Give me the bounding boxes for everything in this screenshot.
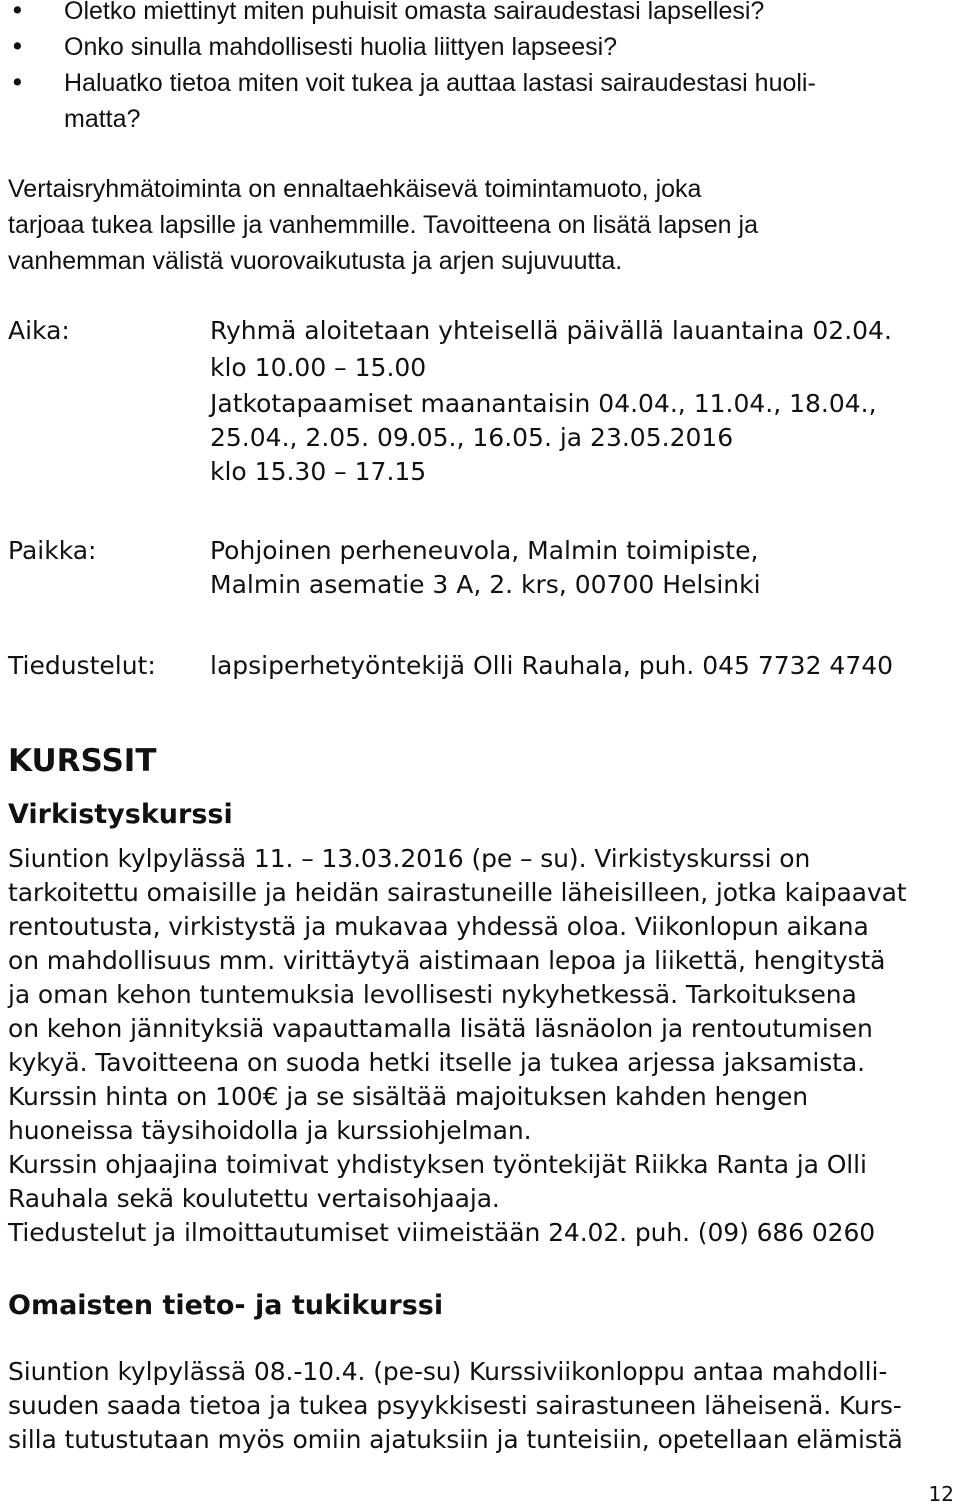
virkistys-line: Siuntion kylpylässä 11. – 13.03.2016 (pe – su). Virkistyskurssi on: [8, 844, 811, 873]
virkistys-line: Tiedustelut ja ilmoittautumiset viimeistään 24.02. puh. (09) 686 0260: [8, 1218, 876, 1247]
aika-line: 25.04., 2.05. 09.05., 16.05. ja 23.05.2016: [210, 423, 734, 452]
tiedustelut-value: lapsiperhetyöntekijä Olli Rauhala, puh. 045 7732 4740: [210, 651, 894, 680]
omaisten-line: suuden saada tietoa ja tukea psyykkisesti sairastuneen läheisenä. Kurs-: [8, 1391, 902, 1420]
bullet-icon: •: [10, 68, 25, 97]
virkistys-line: Kurssin hinta on 100€ ja se sisältää majoituksen kahden hengen: [8, 1082, 809, 1111]
intro-bullet: Oletko miettinyt miten puhuisit omasta sairaudestasi lapsellesi?: [64, 0, 765, 25]
paikka-line: Pohjoinen perheneuvola, Malmin toimipiste,: [210, 536, 759, 565]
bullet-icon: •: [10, 0, 25, 25]
virkistys-line: ja oman kehon tuntemuksia levollisesti nykyhetkessä. Tarkoituksena: [8, 980, 857, 1009]
tiedustelut-label: Tiedustelut:: [8, 651, 156, 680]
aika-label: Aika:: [8, 316, 70, 345]
paikka-label: Paikka:: [8, 536, 97, 565]
aika-line: Ryhmä aloitetaan yhteisellä päivällä lauantaina 02.04.: [210, 316, 892, 345]
paikka-line: Malmin asematie 3 A, 2. krs, 00700 Helsinki: [210, 570, 761, 599]
virkistys-line: kykyä. Tavoitteena on suoda hetki itselle ja tukea arjessa jaksamista.: [8, 1048, 865, 1077]
virkistys-line: rentoutusta, virkistystä ja mukavaa yhdessä oloa. Viikonlopun aikana: [8, 912, 869, 941]
intro-paragraph-line: tarjoaa tukea lapsille ja vanhemmille. Tavoitteena on lisätä lapsen ja: [8, 211, 758, 239]
aika-line: klo 15.30 – 17.15: [210, 457, 427, 486]
intro-paragraph-line: vanhemman välistä vuorovaikutusta ja arjen sujuvuutta.: [8, 247, 623, 275]
omaisten-line: Siuntion kylpylässä 08.-10.4. (pe-su) Kurssiviikonloppu antaa mahdolli-: [8, 1357, 888, 1386]
intro-bullet: Onko sinulla mahdollisesti huolia liittyen lapseesi?: [64, 33, 618, 61]
virkistys-line: Kurssin ohjaajina toimivat yhdistyksen työntekijät Riikka Ranta ja Olli: [8, 1150, 867, 1179]
kurssit-heading: KURSSIT: [8, 743, 157, 779]
aika-line: klo 10.00 – 15.00: [210, 353, 427, 382]
bullet-icon: •: [10, 32, 25, 61]
virkistyskurssi-heading: Virkistyskurssi: [8, 799, 233, 830]
intro-bullet-continuation: matta?: [64, 105, 141, 133]
omaisten-kurssi-heading: Omaisten tieto- ja tukikurssi: [8, 1290, 444, 1321]
virkistys-line: on mahdollisuus mm. virittäytyä aistimaan lepoa ja liikettä, hengitystä: [8, 946, 886, 975]
virkistys-line: on kehon jännityksiä vapauttamalla lisätä läsnäolon ja rentoutumisen: [8, 1014, 873, 1043]
virkistys-line: huoneissa täysihoidolla ja kurssiohjelman.: [8, 1116, 532, 1145]
omaisten-line: silla tutustutaan myös omiin ajatuksiin ja tunteisiin, opetellaan elämistä: [8, 1425, 903, 1454]
intro-paragraph-line: Vertaisryhmätoiminta on ennaltaehkäisevä toimintamuoto, joka: [8, 175, 702, 203]
intro-bullet: Haluatko tietoa miten voit tukea ja auttaa lastasi sairaudestasi huoli-: [64, 69, 816, 97]
virkistys-line: Rauhala sekä koulutettu vertaisohjaaja.: [8, 1184, 500, 1213]
aika-line: Jatkotapaamiset maanantaisin 04.04., 11.04., 18.04.,: [210, 389, 877, 418]
page-number: 12: [928, 1482, 954, 1506]
virkistys-line: tarkoitettu omaisille ja heidän sairastuneille läheisilleen, jotka kaipaavat: [8, 878, 907, 907]
